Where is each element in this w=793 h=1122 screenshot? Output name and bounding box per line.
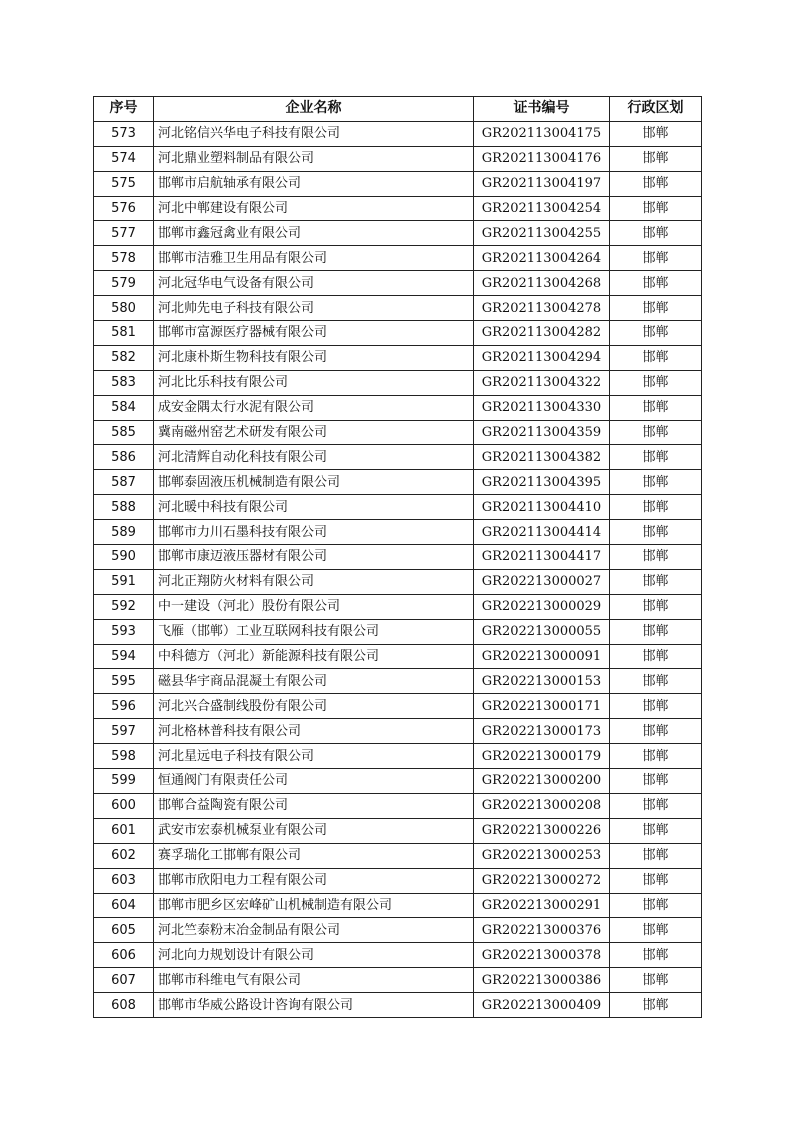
region-cell: 邯郸 — [610, 345, 702, 370]
region-cell: 邯郸 — [610, 719, 702, 744]
serial-number-cell: 597 — [94, 719, 154, 744]
company-name-cell: 邯郸市鑫冠禽业有限公司 — [154, 221, 474, 246]
table-row — [94, 594, 702, 619]
header-company-name: 企业名称 — [154, 97, 474, 122]
serial-number-cell: 583 — [94, 370, 154, 395]
company-name-cell: 邯郸市欣阳电力工程有限公司 — [154, 868, 474, 893]
company-name-cell: 邯郸合益陶瓷有限公司 — [154, 793, 474, 818]
company-name-cell: 磁县华宇商品混凝土有限公司 — [154, 669, 474, 694]
company-name-cell: 成安金隅太行水泥有限公司 — [154, 395, 474, 420]
certificate-number-cell: GR202113004268 — [474, 271, 610, 296]
table-row — [94, 769, 702, 794]
company-name-cell: 河北格林普科技有限公司 — [154, 719, 474, 744]
certificate-number-cell: GR202113004330 — [474, 395, 610, 420]
certificate-number-cell: GR202213000179 — [474, 744, 610, 769]
company-name-cell: 河北中郸建设有限公司 — [154, 196, 474, 221]
table-body — [94, 121, 702, 1017]
certificate-number-cell: GR202113004282 — [474, 321, 610, 346]
certificate-number-cell: GR202213000200 — [474, 769, 610, 794]
region-cell: 邯郸 — [610, 495, 702, 520]
header-serial-number: 序号 — [94, 97, 154, 122]
region-cell: 邯郸 — [610, 545, 702, 570]
region-cell: 邯郸 — [610, 918, 702, 943]
serial-number-cell: 605 — [94, 918, 154, 943]
table-row — [94, 868, 702, 893]
region-cell: 邯郸 — [610, 669, 702, 694]
region-cell: 邯郸 — [610, 619, 702, 644]
region-cell: 邯郸 — [610, 370, 702, 395]
region-cell: 邯郸 — [610, 943, 702, 968]
company-name-cell: 冀南磁州窑艺术研发有限公司 — [154, 420, 474, 445]
serial-number-cell: 575 — [94, 171, 154, 196]
company-name-cell: 河北铭信兴华电子科技有限公司 — [154, 121, 474, 146]
serial-number-cell: 602 — [94, 843, 154, 868]
serial-number-cell: 604 — [94, 893, 154, 918]
serial-number-cell: 595 — [94, 669, 154, 694]
table-row — [94, 246, 702, 271]
region-cell: 邯郸 — [610, 569, 702, 594]
certificate-number-cell: GR202213000272 — [474, 868, 610, 893]
serial-number-cell: 589 — [94, 520, 154, 545]
region-cell: 邯郸 — [610, 818, 702, 843]
table-row — [94, 968, 702, 993]
region-cell: 邯郸 — [610, 644, 702, 669]
table-row — [94, 793, 702, 818]
region-cell: 邯郸 — [610, 843, 702, 868]
region-cell: 邯郸 — [610, 121, 702, 146]
certificate-number-cell: GR202113004414 — [474, 520, 610, 545]
serial-number-cell: 586 — [94, 445, 154, 470]
table-row — [94, 520, 702, 545]
serial-number-cell: 593 — [94, 619, 154, 644]
certificate-number-cell: GR202113004382 — [474, 445, 610, 470]
serial-number-cell: 580 — [94, 296, 154, 321]
certificate-number-cell: GR202113004278 — [474, 296, 610, 321]
serial-number-cell: 590 — [94, 545, 154, 570]
serial-number-cell: 592 — [94, 594, 154, 619]
certificate-number-cell: GR202213000055 — [474, 619, 610, 644]
company-name-cell: 邯郸市力川石墨科技有限公司 — [154, 520, 474, 545]
table-row — [94, 420, 702, 445]
certificate-number-cell: GR202213000409 — [474, 993, 610, 1018]
serial-number-cell: 578 — [94, 246, 154, 271]
certificate-number-cell: GR202113004255 — [474, 221, 610, 246]
region-cell: 邯郸 — [610, 993, 702, 1018]
region-cell: 邯郸 — [610, 470, 702, 495]
region-cell: 邯郸 — [610, 321, 702, 346]
certificate-number-cell: GR202113004254 — [474, 196, 610, 221]
company-name-cell: 飞雁（邯郸）工业互联网科技有限公司 — [154, 619, 474, 644]
company-name-cell: 武安市宏泰机械泵业有限公司 — [154, 818, 474, 843]
table-row — [94, 744, 702, 769]
certificate-number-cell: GR202113004264 — [474, 246, 610, 271]
region-cell: 邯郸 — [610, 893, 702, 918]
region-cell: 邯郸 — [610, 420, 702, 445]
serial-number-cell: 598 — [94, 744, 154, 769]
table-row — [94, 146, 702, 171]
certificate-number-cell: GR202213000253 — [474, 843, 610, 868]
table-row — [94, 644, 702, 669]
table-row — [94, 370, 702, 395]
certificate-number-cell: GR202113004322 — [474, 370, 610, 395]
certificate-number-cell: GR202113004417 — [474, 545, 610, 570]
table-row — [94, 818, 702, 843]
certificate-number-cell: GR202213000291 — [474, 893, 610, 918]
serial-number-cell: 581 — [94, 321, 154, 346]
table-row — [94, 694, 702, 719]
serial-number-cell: 577 — [94, 221, 154, 246]
region-cell: 邯郸 — [610, 296, 702, 321]
company-name-cell: 邯郸市华威公路设计咨询有限公司 — [154, 993, 474, 1018]
region-cell: 邯郸 — [610, 769, 702, 794]
serial-number-cell: 596 — [94, 694, 154, 719]
company-name-cell: 邯郸泰固液压机械制造有限公司 — [154, 470, 474, 495]
header-certificate-number: 证书编号 — [474, 97, 610, 122]
table-row — [94, 196, 702, 221]
table-row — [94, 271, 702, 296]
region-cell: 邯郸 — [610, 968, 702, 993]
serial-number-cell: 574 — [94, 146, 154, 171]
serial-number-cell: 607 — [94, 968, 154, 993]
serial-number-cell: 606 — [94, 943, 154, 968]
region-cell: 邯郸 — [610, 868, 702, 893]
table-row — [94, 445, 702, 470]
certificate-number-cell: GR202113004410 — [474, 495, 610, 520]
company-name-cell: 邯郸市科维电气有限公司 — [154, 968, 474, 993]
enterprise-table — [93, 96, 702, 1018]
company-name-cell: 河北比乐科技有限公司 — [154, 370, 474, 395]
certificate-number-cell: GR202213000376 — [474, 918, 610, 943]
region-cell: 邯郸 — [610, 171, 702, 196]
serial-number-cell: 608 — [94, 993, 154, 1018]
header-administrative-region: 行政区划 — [610, 97, 702, 122]
region-cell: 邯郸 — [610, 221, 702, 246]
table-row — [94, 495, 702, 520]
table-row — [94, 669, 702, 694]
serial-number-cell: 584 — [94, 395, 154, 420]
serial-number-cell: 600 — [94, 793, 154, 818]
certificate-number-cell: GR202113004197 — [474, 171, 610, 196]
certificate-number-cell: GR202213000173 — [474, 719, 610, 744]
serial-number-cell: 603 — [94, 868, 154, 893]
company-name-cell: 河北正翔防火材料有限公司 — [154, 569, 474, 594]
certificate-number-cell: GR202213000091 — [474, 644, 610, 669]
table-row — [94, 221, 702, 246]
table-row — [94, 121, 702, 146]
serial-number-cell: 591 — [94, 569, 154, 594]
certificate-number-cell: GR202113004175 — [474, 121, 610, 146]
serial-number-cell: 576 — [94, 196, 154, 221]
region-cell: 邯郸 — [610, 520, 702, 545]
company-name-cell: 邯郸市洁雅卫生用品有限公司 — [154, 246, 474, 271]
company-name-cell: 邯郸市肥乡区宏峰矿山机械制造有限公司 — [154, 893, 474, 918]
table-row — [94, 545, 702, 570]
table-row — [94, 943, 702, 968]
table-row — [94, 569, 702, 594]
company-name-cell: 河北星远电子科技有限公司 — [154, 744, 474, 769]
company-name-cell: 河北暖中科技有限公司 — [154, 495, 474, 520]
region-cell: 邯郸 — [610, 196, 702, 221]
company-name-cell: 河北兴合盛制线股份有限公司 — [154, 694, 474, 719]
table-row — [94, 719, 702, 744]
table-row — [94, 296, 702, 321]
company-name-cell: 邯郸市康迈液压器材有限公司 — [154, 545, 474, 570]
serial-number-cell: 601 — [94, 818, 154, 843]
company-name-cell: 邯郸市富源医疗器械有限公司 — [154, 321, 474, 346]
table-row — [94, 395, 702, 420]
region-cell: 邯郸 — [610, 271, 702, 296]
header-row — [94, 97, 702, 122]
certificate-number-cell: GR202113004395 — [474, 470, 610, 495]
region-cell: 邯郸 — [610, 445, 702, 470]
region-cell: 邯郸 — [610, 594, 702, 619]
company-name-cell: 河北清辉自动化科技有限公司 — [154, 445, 474, 470]
region-cell: 邯郸 — [610, 146, 702, 171]
company-name-cell: 中一建设（河北）股份有限公司 — [154, 594, 474, 619]
certificate-number-cell: GR202213000027 — [474, 569, 610, 594]
certificate-number-cell: GR202113004294 — [474, 345, 610, 370]
table-row — [94, 918, 702, 943]
serial-number-cell: 582 — [94, 345, 154, 370]
company-name-cell: 中科德方（河北）新能源科技有限公司 — [154, 644, 474, 669]
region-cell: 邯郸 — [610, 744, 702, 769]
company-name-cell: 河北鼎业塑料制品有限公司 — [154, 146, 474, 171]
company-name-cell: 河北竺泰粉末冶金制品有限公司 — [154, 918, 474, 943]
serial-number-cell: 573 — [94, 121, 154, 146]
table-row — [94, 321, 702, 346]
serial-number-cell: 588 — [94, 495, 154, 520]
certificate-number-cell: GR202213000378 — [474, 943, 610, 968]
serial-number-cell: 599 — [94, 769, 154, 794]
table-row — [94, 893, 702, 918]
region-cell: 邯郸 — [610, 246, 702, 271]
serial-number-cell: 579 — [94, 271, 154, 296]
certificate-number-cell: GR202213000171 — [474, 694, 610, 719]
company-name-cell: 河北康朴斯生物科技有限公司 — [154, 345, 474, 370]
table-row — [94, 171, 702, 196]
company-name-cell: 赛孚瑞化工邯郸有限公司 — [154, 843, 474, 868]
region-cell: 邯郸 — [610, 793, 702, 818]
table-row — [94, 843, 702, 868]
certificate-number-cell: GR202213000153 — [474, 669, 610, 694]
serial-number-cell: 585 — [94, 420, 154, 445]
certificate-number-cell: GR202113004359 — [474, 420, 610, 445]
table-row — [94, 619, 702, 644]
serial-number-cell: 594 — [94, 644, 154, 669]
table-row — [94, 993, 702, 1018]
region-cell: 邯郸 — [610, 694, 702, 719]
certificate-number-cell: GR202213000029 — [474, 594, 610, 619]
table-row — [94, 470, 702, 495]
certificate-number-cell: GR202113004176 — [474, 146, 610, 171]
company-name-cell: 恒通阀门有限责任公司 — [154, 769, 474, 794]
company-name-cell: 河北向力规划设计有限公司 — [154, 943, 474, 968]
serial-number-cell: 587 — [94, 470, 154, 495]
company-name-cell: 河北冠华电气设备有限公司 — [154, 271, 474, 296]
certificate-number-cell: GR202213000226 — [474, 818, 610, 843]
table-header — [94, 97, 702, 122]
certificate-number-cell: GR202213000386 — [474, 968, 610, 993]
certificate-number-cell: GR202213000208 — [474, 793, 610, 818]
region-cell: 邯郸 — [610, 395, 702, 420]
company-name-cell: 邯郸市启航轴承有限公司 — [154, 171, 474, 196]
company-name-cell: 河北帅先电子科技有限公司 — [154, 296, 474, 321]
table-row — [94, 345, 702, 370]
